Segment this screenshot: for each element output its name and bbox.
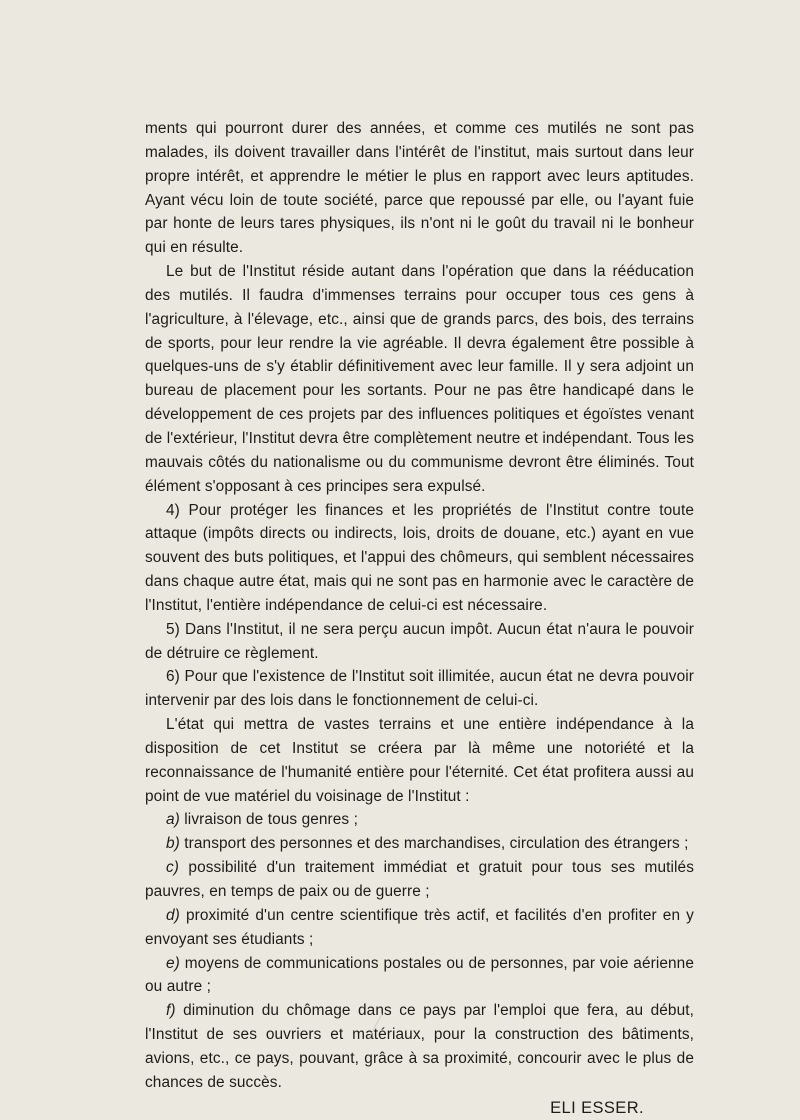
list-item-c: [145, 856, 694, 904]
list-marker: c): [166, 859, 180, 877]
paragraph-point-6: 6) Pour que l'existence de l'Institut soit illimitée, aucun état ne devra pouvoir intervenir par des lois dans le fonctionnement de celui-ci.: [145, 668, 694, 710]
paragraph-state-benefits: L'état qui mettra de vastes terrains et une entière indépendance à la disposition de cet Institut se créera par là même une notoriété et la reconnaissance de l'humanité entière pour l'éternité. Cet état profitera aussi au point de vue matériel du voisinage de l'Institut :: [145, 716, 694, 805]
list-item-e: [145, 952, 694, 1000]
list-item-text: moyens de communications postales ou de personnes, par voie aérienne ou autre ;: [145, 954, 694, 996]
list-item-text: transport des personnes et des marchandises, circulation des étrangers ;: [184, 835, 689, 853]
paragraph-continued: ments qui pourront durer des années, et comme ces mutilés ne sont pas malades, ils doivent travailler dans l'intérêt de l'institut, mais surtout dans leur propre intérêt, et apprendre le métier le plus en rapport avec leurs aptitudes. Ayant vécu loin de toute société, parce que repoussé par elle, ou l'ayant fuie par honte de leurs tares physiques, ils n'ont ni le goût du travail ni le bonheur qui en résulte.: [145, 120, 694, 257]
list-marker: f): [166, 1002, 176, 1020]
list-item-text: livraison de tous genres ;: [184, 811, 358, 829]
author-signature: ELI ESSER.: [550, 1098, 644, 1117]
list-item-a: [145, 808, 694, 832]
article-body: [145, 117, 694, 1120]
list-marker: a): [166, 811, 180, 829]
list-item-text: proximité d'un centre scientifique très actif, et facilités d'en profiter en y envoyant ses étudiants ;: [145, 906, 694, 948]
list-marker: d): [166, 906, 180, 924]
list-item-f: [145, 999, 694, 1094]
list-item-b: [145, 832, 694, 856]
list-marker: b): [166, 835, 180, 853]
paragraph-point-4: 4) Pour protéger les finances et les propriétés de l'Institut contre toute attaque (impôts directs ou indirects, lois, droits de douane, etc.) ayant en vue souvent des buts politiques, et l'appui des chômeurs, qui semblent nécessaires dans chaque autre état, mais qui ne sont pas en harmonie avec le caractère de l'Institut, l'entière indépendance de celui-ci est nécessaire.: [145, 501, 694, 614]
list-item-d: [145, 904, 694, 952]
paragraph-institute-purpose: Le but de l'Institut réside autant dans l'opération que dans la rééducation des mutilés. Il faudra d'immenses terrains pour occuper tous ces gens à l'agriculture, à l'élevage, etc., ainsi que de grands parcs, des bois, des terrains de sports, pour leur rendre la vie agréable. Il devra également être possible à quelques-uns de s'y établir définitivement avec leur famille. Il y sera adjoint un bureau de placement pour les sortants. Pour ne pas être handicapé dans le développement de ces projets par des influences politiques et égoïstes venant de l'extérieur, l'Institut devra être complètement neutre et indépendant. Tous les mauvais côtés du nationalisme ou du communisme devront être éliminés. Tout élément s'opposant à ces principes sera expulsé.: [145, 263, 694, 495]
list-item-text: diminution du chômage dans ce pays par l'emploi que fera, au début, l'Institut de ses ouvriers et matériaux, pour la construction des bâtiments, avions, etc., ce pays, pouvant, grâce à sa proximité, concourir avec le plus de chances de succès.: [145, 1002, 694, 1091]
list-item-text: possibilité d'un traitement immédiat et gratuit pour tous ses mutilés pauvres, en temps de paix ou de guerre ;: [145, 859, 694, 900]
list-marker: e): [166, 954, 180, 972]
paragraph-point-5: 5) Dans l'Institut, il ne sera perçu aucun impôt. Aucun état n'aura le pouvoir de détruire ce règlement.: [145, 620, 694, 662]
